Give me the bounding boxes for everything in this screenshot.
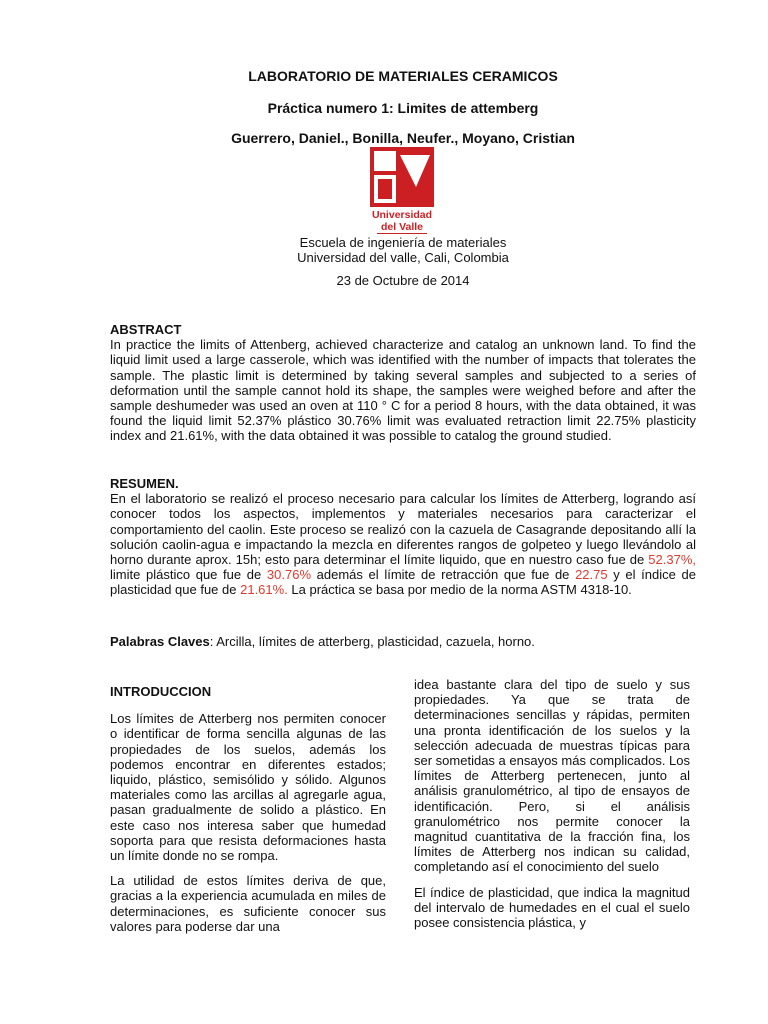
- document-title: LABORATORIO DE MATERIALES CERAMICOS: [248, 68, 558, 84]
- intro-paragraph: idea bastante clara del tipo de suelo y sus propiedades. Ya que se trata de determinaciones sencillas y rápidas, permiten una pronta identificación de los suelos y la selección adecuada de muestras típicas para ser sometidas a ensayos más complicados. Los límites de Atterberg pertenecen, junto al análisis granulométrico, al tipo de ensayos de identificación. Pero, si el análisis granulométrico nos permite conocer la magnitud cuantitativa de la fracción fina, los límites de Atterberg nos indican su calidad, completando así el conocimiento del suelo: [414, 677, 691, 875]
- intro-right-column: [414, 677, 690, 940]
- intro-paragraph: El índice de plasticidad, que indica la magnitud del intervalo de humedades en el cual el suelo posee consistencia plástica, y: [414, 884, 690, 931]
- resumen-heading: RESUMEN.: [110, 476, 179, 491]
- institution: [110, 235, 696, 265]
- resumen-part: En el laboratorio se realizó el proceso necesario para calcular los límites de Atterberg, logrando así conocer todos los aspectos, implementos y materiales necesarios para caracterizar el comportamiento del caolin. Este proceso se realizó con la cazuela de Casagrande depositando allí la solución caolin-agua e impactando la mezcla en diferentes rangos de golpeteo y luego llevándolo al horno durante aprox. 15h; esto para determinar el límite liquido, que en nuestro caso fue de: [110, 491, 696, 568]
- logo-text-line1: Universidad: [371, 209, 433, 221]
- abstract-section: [110, 322, 696, 444]
- resumen-part: y el índice de plasticidad que fue de: [110, 567, 696, 598]
- intro-paragraph: La utilidad de estos límites deriva de que, gracias a la experiencia acumulada en miles de determinaciones, es suficiente conocer sus valores para poderse dar una: [110, 873, 386, 934]
- authors: Guerrero, Daniel., Bonilla, Neufer., Moyano, Cristian: [231, 130, 575, 146]
- resumen-section: [110, 476, 696, 598]
- keywords: [110, 634, 696, 649]
- resumen-text: [110, 491, 696, 597]
- resumen-part: La práctica se basa por medio de la norma ASTM 4318-10.: [287, 582, 632, 598]
- intro-left-column: [110, 684, 386, 944]
- logo-text-line2: del Valle: [377, 221, 427, 234]
- liquid-limit-value: 52.37%,: [648, 552, 696, 568]
- resumen-part: además el límite de retracción que fue de: [311, 567, 576, 583]
- institution-line1: Escuela de ingeniería de materiales: [299, 235, 507, 250]
- intro-heading: INTRODUCCION: [110, 684, 212, 699]
- abstract-heading: ABSTRACT: [110, 322, 182, 337]
- keywords-text: : Arcilla, límites de atterberg, plasticidad, cazuela, horno.: [209, 634, 535, 649]
- abstract-text: In practice the limits of Attenberg, achieved characterize and catalog an unknown land. To find the liquid limit used a large casserole, which was identified with the number of impacts that tolerates the sample. The plastic limit is determined by taking several samples and subjected to a series of deformation until the sample cannot hold its shape, the samples were weighed before and after the sample deshumeder was used an oven at 110 ° C for a period 8 hours, with the data obtained, it was found the liquid limit 52.37% plástico 30.76% limit was evaluated retraction limit 22.75% plasticity index and 21.61%, with the data obtained it was possible to catalog the ground studied.: [110, 337, 696, 444]
- intro-paragraph: Los límites de Atterberg nos permiten conocer o identificar de forma sencilla algunas de las propiedades de los suelos, además los podemos encontrar en diferentes estados; liquido, plástico, semisólido y sólido. Algunos materiales como las arcillas al agregarle agua, pasan gradualmente de solido a plástico. En este caso nos interesa saber que humedad soporta para que resista deformaciones hasta un límite donde no se rompa.: [110, 711, 386, 864]
- document-date: 23 de Octubre de 2014: [336, 273, 470, 288]
- plasticity-index-value: 21.61%.: [240, 582, 288, 598]
- resumen-part: limite plástico que fue de: [110, 567, 267, 583]
- institution-line2: Universidad del valle, Cali, Colombia: [297, 250, 509, 265]
- university-logo-text: [362, 209, 442, 234]
- plastic-limit-value: 30.76%: [266, 567, 311, 583]
- keywords-label: Palabras Claves: [110, 634, 210, 649]
- document-subtitle: Práctica numero 1: Limites de attemberg: [267, 100, 539, 116]
- retraction-limit-value: 22.75: [575, 567, 608, 583]
